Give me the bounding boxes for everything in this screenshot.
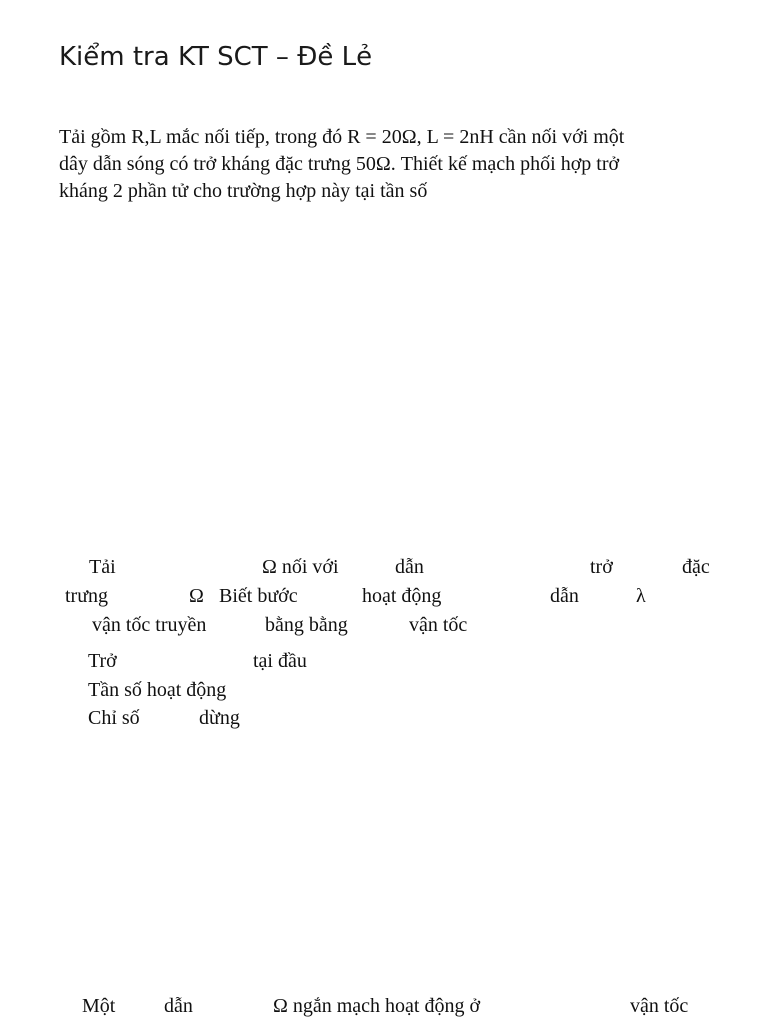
- text-fragment: Chỉ số: [88, 707, 140, 729]
- text-fragment: Ω nối với: [262, 556, 339, 578]
- problem-1-line: Tải gồm R,L mắc nối tiếp, trong đó R = 20Ω, L = 2nH cần nối với một: [59, 126, 625, 148]
- text-fragment: Tải: [89, 556, 116, 578]
- text-fragment: trưng: [65, 585, 109, 607]
- text-fragment: dẫn: [395, 556, 424, 578]
- text-fragment: Một: [82, 995, 116, 1017]
- text-fragment: trở: [590, 556, 613, 578]
- problem-1-text: [59, 124, 719, 205]
- text-fragment: bằng bằng: [265, 614, 348, 636]
- problem-1-line: kháng 2 phần tử cho trường hợp này tại tần số: [59, 180, 428, 202]
- problem-1-line: dây dẫn sóng có trở kháng đặc trưng 50Ω. Thiết kế mạch phối hợp trở: [59, 153, 620, 175]
- text-fragment: đặc: [682, 556, 710, 578]
- text-fragment: Ω: [189, 585, 204, 607]
- text-fragment: Biết bước: [219, 585, 298, 607]
- text-fragment: hoạt động: [362, 585, 442, 607]
- text-fragment: vận tốc truyền: [92, 614, 207, 636]
- text-fragment: dẫn: [164, 995, 193, 1017]
- text-fragment: λ: [636, 585, 646, 607]
- text-fragment: tại đầu: [253, 650, 307, 672]
- text-fragment: vận tốc: [409, 614, 468, 636]
- text-fragment: Trở: [88, 650, 117, 672]
- text-fragment: Tần số hoạt động: [88, 679, 227, 701]
- text-fragment: vận tốc: [630, 995, 689, 1017]
- text-fragment: dẫn: [550, 585, 579, 607]
- text-fragment: dừng: [199, 707, 240, 729]
- page-title: Kiểm tra KT SCT – Đề Lẻ: [59, 42, 373, 72]
- text-fragment: Ω ngắn mạch hoạt động ở: [273, 995, 481, 1017]
